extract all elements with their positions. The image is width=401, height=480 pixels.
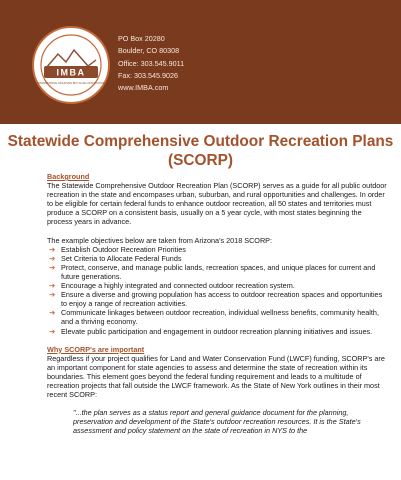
right-arrow-icon: ➔: [49, 326, 56, 336]
list-item: [47, 327, 387, 336]
right-arrow-icon: ➔: [49, 262, 56, 272]
imba-logo: [32, 26, 110, 104]
objective-text: Protect, conserve, and manage public lands, recreation spaces, and unique places for current and future generations.: [61, 262, 376, 281]
list-item: [47, 290, 387, 308]
svg-text:INTERNATIONAL MOUNTAIN BICYCLI: INTERNATIONAL MOUNTAIN BICYCLING ASSOCIATION: [37, 82, 105, 85]
why-scorp-heading: Why SCORP's are important: [47, 344, 145, 354]
background-heading: Background: [47, 172, 90, 181]
objective-text: Elevate public participation and engagement in outdoor recreation planning initiatives and issues.: [61, 326, 373, 336]
right-arrow-icon: ➔: [49, 290, 56, 300]
contact-block: [118, 33, 184, 94]
list-item: [47, 308, 387, 326]
svg-text:IMBA: IMBA: [56, 67, 86, 78]
page-title: [0, 132, 401, 170]
imba-logo-graphic: [36, 30, 106, 100]
right-arrow-icon: ➔: [49, 308, 56, 318]
list-item: [47, 281, 387, 290]
page-title-line-2: (SCORP): [168, 152, 233, 169]
right-arrow-icon: ➔: [49, 281, 56, 291]
page-title-line-1: Statewide Comprehensive Outdoor Recreation Plans: [7, 133, 394, 150]
objective-text: Communicate linkages between outdoor recreation, individual wellness benefits, community health, and a thriving economy.: [61, 308, 379, 327]
contact-po-box: PO Box 20280: [118, 34, 165, 43]
list-item: [47, 245, 387, 254]
objectives-list: [47, 245, 387, 336]
right-arrow-icon: ➔: [49, 253, 56, 263]
contact-city: Boulder, CO 80308: [118, 46, 180, 56]
objective-text: Set Criteria to Allocate Federal Funds: [61, 253, 182, 263]
list-item: [47, 254, 387, 263]
objective-text: Encourage a highly integrated and connected outdoor recreation system.: [61, 281, 295, 291]
objective-text: Establish Outdoor Recreation Priorities: [61, 244, 186, 254]
why-scorp-paragraph: Regardless if your project qualifies for Land and Water Conservation Fund (LWCF) funding, SCORP's are an important component for state agencies to assess and determine the state of recreation within its boundaries. This element goes beyond the federal funding requirement and leads to a multitude of recreation projects that fall outside the LWCF framework. As the State of New York outlines in their most recent SCORP:: [47, 353, 385, 400]
document-body: [47, 172, 387, 435]
ny-scorp-quote: "...the plan serves as a status report and general guidance document for the planning, preservation and development of the State's outdoor recreation resources. It is the State's assessment and policy statement on the state of recreation in NYS to the: [73, 408, 361, 436]
right-arrow-icon: ➔: [49, 244, 56, 254]
contact-office-phone: Office: 303.545.9011: [118, 58, 185, 68]
objective-text: Ensure a diverse and growing population has access to outdoor recreation spaces and opportunities to enjoy a range of recreation activities.: [61, 290, 383, 309]
contact-website[interactable]: www.IMBA.com: [118, 83, 169, 93]
list-item: [47, 263, 387, 281]
objectives-intro: The example objectives below are taken from Arizona's 2018 SCORP:: [47, 235, 273, 245]
background-paragraph: The Statewide Comprehensive Outdoor Recreation Plan (SCORP) serves as a guide for all public outdoor recreation in the state and encompases urban, suburban, and rural opportunities and challenges. In order to be eligible for certain federal funds to enhance outdoor recreation, all 50 states and territories must produce a SCORP on a consistent basis, usually on a 5 year cycle, with most states beginning the process years in advance.: [47, 181, 387, 227]
contact-fax: Fax: 303.545.9026: [118, 70, 178, 80]
